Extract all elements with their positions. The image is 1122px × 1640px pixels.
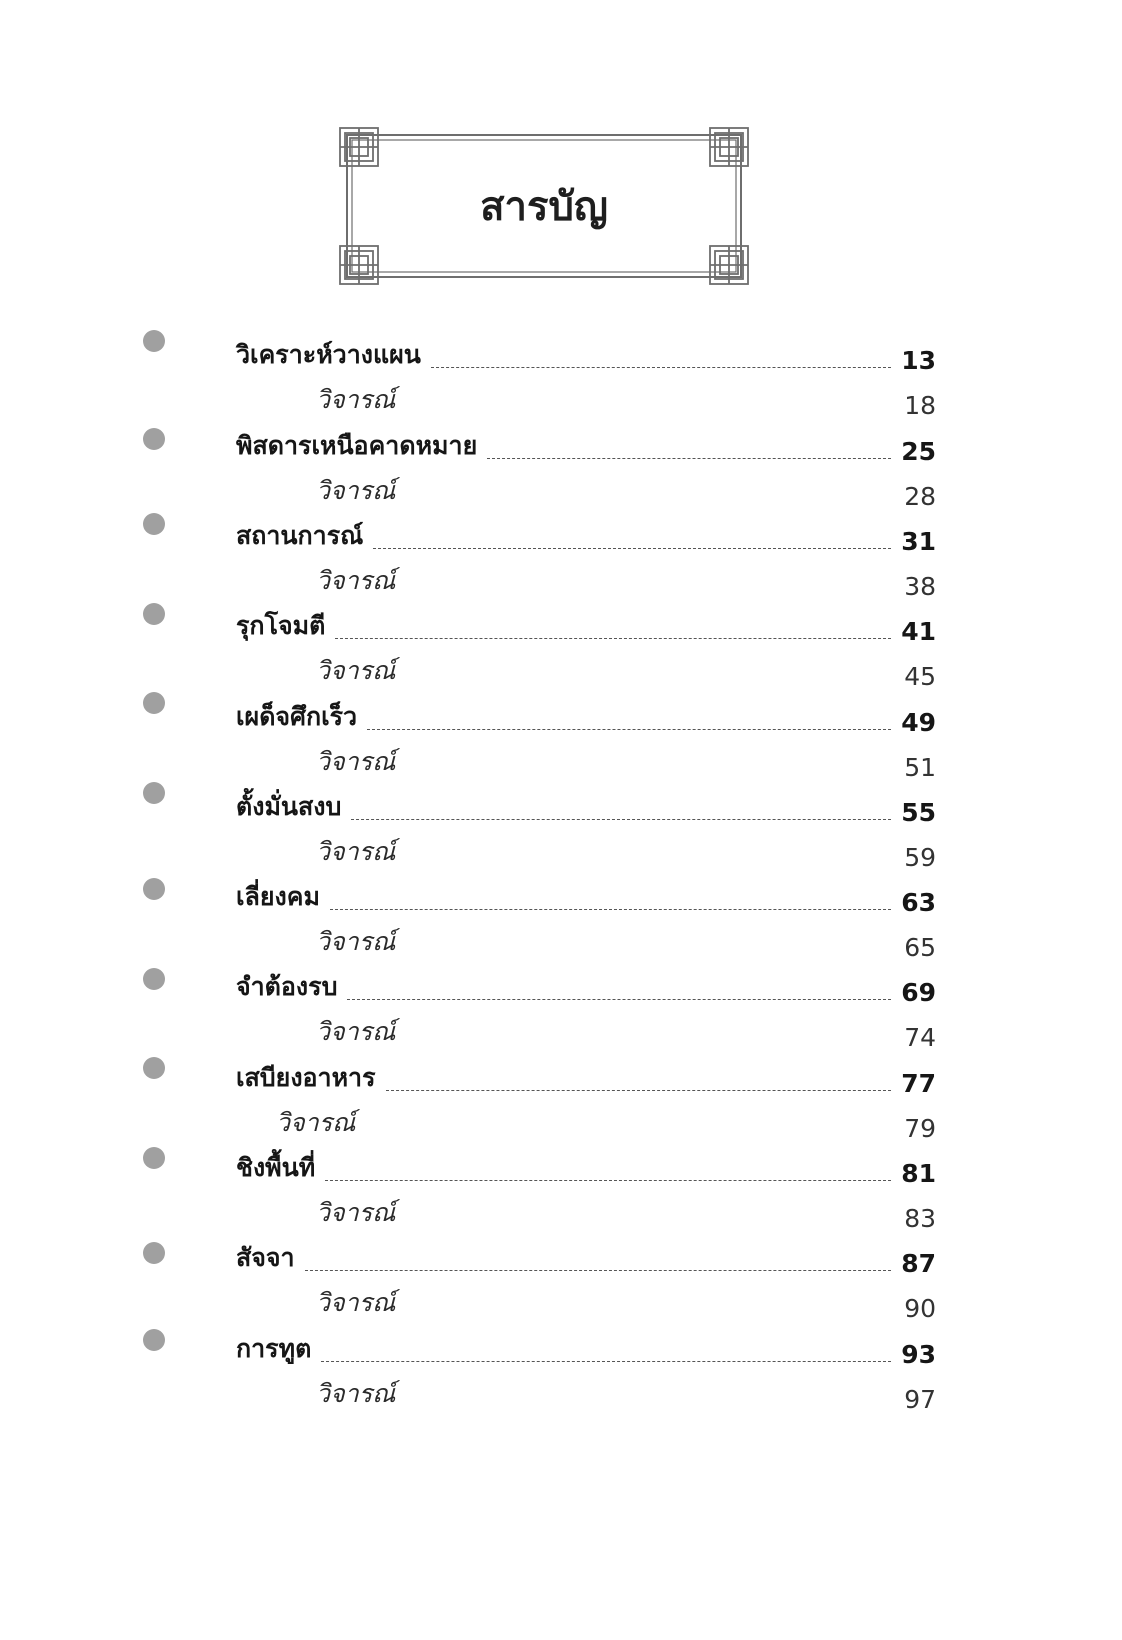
- chapter-title: รุกโจมตี: [236, 611, 326, 640]
- toc-sub-row: [316, 922, 936, 962]
- toc-chapter-row: [236, 426, 936, 466]
- toc-sub-row: [316, 471, 936, 511]
- chapter-page-number: 93: [901, 1340, 936, 1369]
- chapter-title: ตั้งมั่นสงบ: [236, 792, 342, 821]
- toc-sub-row: [316, 380, 936, 420]
- dot-leader: [330, 909, 891, 910]
- chapter-title: พิสดารเหนือคาดหมาย: [236, 431, 478, 460]
- toc-sub-row: [316, 561, 936, 601]
- chapter-page-number: 25: [901, 437, 936, 466]
- sub-entry-title: วิจารณ์: [316, 837, 396, 866]
- sub-page-number: 74: [904, 1023, 936, 1052]
- dot-leader: [321, 1361, 891, 1362]
- toc-chapter-row: [236, 697, 936, 737]
- toc-sub-row: [316, 1012, 936, 1052]
- sub-entry-title: วิจารณ์: [316, 1017, 396, 1046]
- sub-page-number: 28: [904, 482, 936, 511]
- chapter-title: สถานการณ์: [236, 521, 364, 550]
- toc-chapter-row: [236, 1329, 936, 1369]
- sub-page-number: 97: [904, 1385, 936, 1414]
- chapter-page-number: 13: [901, 346, 936, 375]
- dot-leader: [487, 458, 891, 459]
- toc-sub-row: [316, 1283, 936, 1323]
- dot-leader: [351, 819, 891, 820]
- sub-entry-title: วิจารณ์: [316, 385, 396, 414]
- sub-entry-title: วิจารณ์: [316, 1198, 396, 1227]
- sub-page-number: 59: [904, 843, 936, 872]
- toc-sub-row: [316, 742, 936, 782]
- dot-leader: [325, 1180, 891, 1181]
- toc-sub-row: [316, 1193, 936, 1233]
- toc-chapter-row: [236, 516, 936, 556]
- sub-page-number: 38: [904, 572, 936, 601]
- chapter-title: จำต้องรบ: [236, 972, 338, 1001]
- chapter-page-number: 63: [901, 888, 936, 917]
- chapter-title: เผด็จศึกเร็ว: [236, 702, 358, 731]
- dot-leader: [367, 729, 891, 730]
- sub-entry-title: วิจารณ์: [316, 927, 396, 956]
- toc-sub-row: [276, 1103, 936, 1143]
- chapter-title: เลี่ยงคม: [236, 882, 320, 911]
- sub-entry-title: วิจารณ์: [276, 1108, 356, 1137]
- toc-chapter-row: [236, 1238, 936, 1278]
- sub-page-number: 65: [904, 933, 936, 962]
- chapter-title: วิเคราะห์วางแผน: [236, 340, 421, 369]
- chapter-page-number: 81: [901, 1159, 936, 1188]
- sub-entry-title: วิจารณ์: [316, 1288, 396, 1317]
- sub-page-number: 51: [904, 753, 936, 782]
- toc-chapter-row: [236, 967, 936, 1007]
- sub-entry-title: วิจารณ์: [316, 747, 396, 776]
- dot-leader: [347, 999, 891, 1000]
- toc-chapter-row: [236, 1148, 936, 1188]
- toc-sub-row: [316, 832, 936, 872]
- chapter-title: ชิงพื้นที่: [236, 1153, 316, 1182]
- toc-chapter-row: [236, 1058, 936, 1098]
- chapter-page-number: 77: [901, 1069, 936, 1098]
- dot-leader: [386, 1090, 892, 1091]
- chapter-title: สัจจา: [236, 1243, 295, 1272]
- sub-entry-title: วิจารณ์: [316, 476, 396, 505]
- toc-sub-row: [316, 1374, 936, 1414]
- chapter-page-number: 87: [901, 1249, 936, 1278]
- page-title: สารบัญ: [480, 184, 608, 230]
- sub-entry-title: วิจารณ์: [316, 566, 396, 595]
- toc-chapter-row: [236, 787, 936, 827]
- sub-entry-title: วิจารณ์: [316, 656, 396, 685]
- toc-chapter-row: [236, 335, 936, 375]
- dot-leader: [305, 1270, 892, 1271]
- sub-page-number: 90: [904, 1294, 936, 1323]
- dot-leader: [373, 548, 891, 549]
- dot-leader: [431, 367, 891, 368]
- chapter-title: การทูต: [236, 1334, 312, 1363]
- toc-chapter-row: [236, 877, 936, 917]
- chapter-page-number: 41: [901, 617, 936, 646]
- dot-leader: [335, 638, 891, 639]
- chapter-page-number: 69: [901, 978, 936, 1007]
- sub-page-number: 45: [904, 662, 936, 691]
- sub-entry-title: วิจารณ์: [316, 1379, 396, 1408]
- chapter-page-number: 31: [901, 527, 936, 556]
- toc-chapter-row: [236, 606, 936, 646]
- sub-page-number: 79: [904, 1114, 936, 1143]
- chapter-page-number: 49: [901, 708, 936, 737]
- sub-page-number: 83: [904, 1204, 936, 1233]
- chapter-page-number: 55: [901, 798, 936, 827]
- toc-sub-row: [316, 651, 936, 691]
- chapter-title: เสบียงอาหาร: [236, 1063, 376, 1092]
- sub-page-number: 18: [904, 391, 936, 420]
